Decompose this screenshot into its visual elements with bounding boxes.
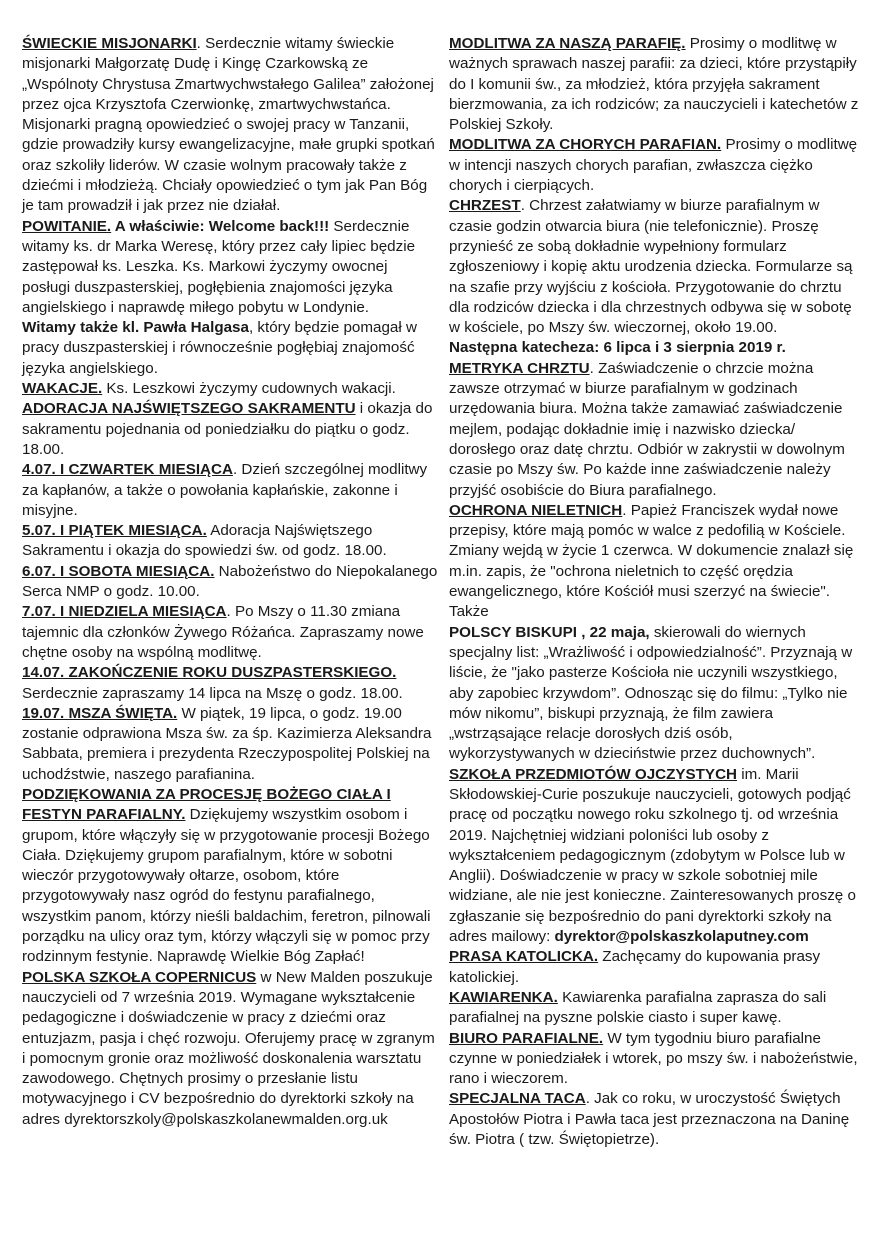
announcement-body: Serdecznie witamy ks. dr Marka Weresę, który przez cały lipiec będzie zastępował ks. Leszka. Ks. Markowi życzymy owocnej posługi duszpasterskiej, pogłębienia znajomości języka angielskiego i naprawdę miłego pobytu w Londynie. <box>22 217 416 316</box>
announcement-paragraph <box>449 338 859 358</box>
announcement-heading: 19.07. MSZA ŚWIĘTA. <box>22 704 178 722</box>
announcement-body: Nabożeństwo do Niepokalanego Serca NMP o godz. 10.00. <box>22 562 438 601</box>
announcement-heading: PRASA KATOLICKA. <box>449 948 599 966</box>
announcement-paragraph <box>449 623 859 765</box>
announcement-heading: 7.07. I NIEDZIELA MIESIĄCA <box>22 603 227 621</box>
announcement-body: Zachęcamy do kupowania prasy katolickiej. <box>449 948 821 986</box>
announcement-body: . Po Mszy o 11.30 zmiana tajemnic dla członków Żywego Różańca. Zapraszamy nowe chętne osoby na wspólną modlitwę. <box>22 603 424 661</box>
announcement-heading: POLSKA SZKOŁA COPERNICUS <box>22 968 257 986</box>
announcement-paragraph <box>22 785 438 968</box>
announcement-bold-text: Witamy także kl. Pawła Halgasa <box>22 319 249 337</box>
announcement-paragraph <box>22 379 438 399</box>
announcement-body: . Jak co roku, w uroczystość Świętych Apostołów Piotra i Pawła taca jest przeznaczona na Daninę św. Piotra ( tzw. Świętopietrze). <box>449 1090 850 1149</box>
announcement-paragraph <box>449 135 859 196</box>
announcement-heading: ADORACJA NAJŚWIĘTSZEGO SAKRAMENTU <box>22 400 356 418</box>
right-column <box>449 34 859 1150</box>
announcement-body: , który będzie pomagał w pracy duszpasterskiej i równocześnie pogłębiaj znajomość języka angielskiego. <box>22 319 417 377</box>
announcement-paragraph <box>22 399 438 460</box>
announcement-heading: 14.07. ZAKOŃCZENIE ROKU DUSZPASTERSKIEGO. <box>22 664 397 682</box>
announcement-paragraph <box>449 988 859 1029</box>
announcement-heading: 6.07. I SOBOTA MIESIĄCA. <box>22 562 215 580</box>
announcement-body: Prosimy o modlitwę w intencji naszych chorych parafian, zwłaszcza ciężko chorych i cierpiących. <box>449 136 858 195</box>
announcement-body: . Dzień szczególnej modlitwy za kapłanów, a także o powołania kapłańskie, zakonne i misyjne. <box>22 461 428 519</box>
announcement-paragraph <box>22 217 438 318</box>
announcement-heading: 4.07. I CZWARTEK MIESIĄCA <box>22 461 233 479</box>
announcement-heading: PODZIĘKOWANIA ZA PROCESJĘ BOŻEGO CIAŁA I FESTYN PARAFIALNY. <box>22 785 391 824</box>
announcement-paragraph <box>22 521 438 562</box>
announcement-paragraph <box>22 318 438 379</box>
announcement-bold-text: Następna katecheza: 6 lipca i 3 sierpnia 2019 r. <box>449 339 786 357</box>
announcement-body: Dziękujemy wszystkim osobom i grupom, które włączyły się w przygotowanie procesji Bożego Ciała. Dziękujemy grupom parafialnym, które w sobotni wieczór przygotowywały ołtarze, osobom, które przygotowywały nasz ogród do festynu parafialnego, wszystkim panom, którzy nieśli baldachim, feretron, pilnowali porządku na ulicy oraz tym, którzy włączyli się w pomoc przy rodzinnym festynie. Naprawdę Wielkie Bóg Zapłać! <box>22 806 431 966</box>
announcement-paragraph <box>22 704 438 785</box>
announcement-heading: POWITANIE. <box>22 217 112 235</box>
announcement-paragraph <box>22 968 438 1130</box>
announcement-heading: SZKOŁA PRZEDMIOTÓW OJCZYSTYCH <box>449 765 737 783</box>
announcement-paragraph <box>449 196 859 338</box>
announcement-body: Prosimy o modlitwę w ważnych sprawach naszej parafii: za dzieci, które przystąpiły do I komunii św., za młodzież, która przyjęła sakrament bierzmowania, za ich rodziców; za nauczycieli i katechetów z Polskiej Szkoły. <box>449 35 859 134</box>
announcement-paragraph <box>449 501 859 623</box>
announcement-bold-text: A właściwie: Welcome back!!! <box>111 217 330 235</box>
announcement-paragraph <box>22 602 438 663</box>
announcement-heading: ŚWIECKIE MISJONARKI <box>22 35 197 52</box>
email-address: dyrektor@polskaszkolaputney.com <box>554 928 809 946</box>
announcement-body: skierowali do wiernych specjalny list: „Wrażliwość i odpowiedzialność”. Przyznają w liście, że "jako pasterze Kościoła nie uczynili wszystkiego, aby zapobiec krzywdom”. Odnosząc się do filmu: „Tylko nie mów nikomu”, biskupi przyznają, że film zawiera „wstrząsające relacje dorosłych dziś osób, wykorzystywanych w dzieciństwie przez duchownych”. <box>449 623 853 763</box>
announcement-paragraph <box>449 765 859 948</box>
announcement-heading: KAWIARENKA. <box>449 988 558 1006</box>
announcement-body: . Zaświadczenie o chrzcie można zawsze otrzymać w biurze parafialnym w godzinach urzędowania biura. Można także zamawiać zaświadczenie mejlem, podając dokładnie imię i nazwisko dziecka/ dorosłego oraz datę chrztu. Odbiór w zakrystii w dowolnym czasie po Mszy św. Po każde inne zaświadczenie należy przyjść osobiście do Biura parafialnego. <box>449 359 845 499</box>
announcement-body: Adoracja Najświętszego Sakramentu i okazja do spowiedzi św. od godz. 18.00. <box>22 522 387 560</box>
announcement-bold-text: POLSCY BISKUPI , 22 maja, <box>449 623 650 641</box>
announcement-heading: OCHRONA NIELETNICH <box>449 501 623 519</box>
announcement-body: w New Malden poszukuje nauczycieli od 7 września 2019. Wymagane wykształcenie pedagogiczne i doświadczenie w pracy z dziećmi oraz entuzjazm, pasja i chęć rozwoju. Oferujemy pracę w zgranym i pomocnym gronie oraz możliwość doskonalenia warsztatu zawodowego. Chętnych prosimy o przesłanie listu motywacyjnego i CV bezpośrednio do dyrektorki szkoły na adres dyrektorszkoly@polskaszkolanewmalden.org.uk <box>22 968 435 1128</box>
announcement-heading: MODLITWA ZA CHORYCH PARAFIAN. <box>449 136 722 154</box>
announcement-heading: BIURO PARAFIALNE. <box>449 1029 604 1047</box>
announcement-heading: SPECJALNA TACA <box>449 1090 586 1108</box>
announcement-heading: WAKACJE. <box>22 380 103 398</box>
announcement-heading: METRYKA CHRZTU <box>449 359 590 377</box>
announcement-body: im. Marii Skłodowskiej-Curie poszukuje nauczycieli, gotowych podjąć pracę od początku nowego roku szkolnego tj. od września 2019. Najchętniej widziani poloniści lub osoby z wykształceniem pedagogicznym (zdobytym w Polsce lub w Anglii). Doświadczenie w pracy w szkole sobotniej mile widziane, ale nie jest konieczne. Zainteresowanych proszę o zgłaszanie się bezpośrednio do pani dyrektorki szkoły na adres mailowy: <box>449 765 856 946</box>
announcement-heading: MODLITWA ZA NASZĄ PARAFIĘ. <box>449 35 686 52</box>
announcement-heading: 5.07. I PIĄTEK MIESIĄCA. <box>22 522 207 540</box>
announcement-paragraph <box>449 359 859 501</box>
announcement-body: W tym tygodniu biuro parafialne czynne w poniedziałek i wtorek, po mszy św. i nabożeństwie, rano i wieczorem. <box>449 1029 858 1088</box>
announcement-body: . Serdecznie witamy świeckie misjonarki Małgorzatę Dudę i Kingę Czarkowską ze „Wspólnoty Chrystusa Zmartwychwstałego Galilea” założonej przez ojca Krzysztofa Czerwionkę, zmartwychwstańca. Misjonarki pragną opowiedzieć o swojej pracy w Tanzanii, gdzie prowadziły kursy ewangelizacyjne, małe grupki spotkań oraz szkoliły liderów. W czasie wolnym pracowały także z dziećmi i młodzieżą. Chciały opowiedzieć o tym jak Pan Bóg je tam prowadził i jak przez nie działał. <box>22 35 435 215</box>
announcement-paragraph <box>22 34 438 217</box>
announcement-heading: CHRZEST <box>449 197 521 215</box>
announcement-paragraph <box>449 1089 859 1150</box>
announcement-paragraph <box>22 663 438 704</box>
announcement-body: Kawiarenka parafialna zaprasza do sali parafialnej na pyszne polskie ciasto i super kawę. <box>449 988 827 1027</box>
announcement-paragraph <box>449 947 859 988</box>
announcement-paragraph <box>449 1029 859 1090</box>
announcement-body: Serdecznie zapraszamy 14 lipca na Mszę o godz. 18.00. <box>22 684 403 702</box>
announcement-paragraph <box>449 34 859 135</box>
announcement-paragraph <box>22 460 438 521</box>
announcement-paragraph <box>22 562 438 603</box>
announcement-body: Ks. Leszkowi życzymy cudownych wakacji. <box>102 380 396 398</box>
announcement-body: W piątek, 19 lipca, o godz. 19.00 zostanie odprawiona Msza św. za śp. Kazimierza Aleksandra Sabbata, premiera i prezydenta Rzeczypospolitej Polskiej na uchodźstwie, naszego parafianina. <box>22 704 432 783</box>
left-column <box>22 34 438 1130</box>
announcement-body: . Chrzest załatwiamy w biurze parafialnym w czasie godzin otwarcia biura (nie telefonicznie). Proszę przynieść ze sobą dokładnie wypełniony formularz zgłoszeniowy i kopię aktu urodzenia dziecka. Formularze są na szafie przy wyjściu z kościoła. Przygotowanie do chrztu dla rodziców dziecka i dla chrzestnych odbywa się w sobotę w kościele, po Mszy św. wieczornej, około 19.00. <box>449 197 853 337</box>
announcement-body: i okazja do sakramentu pojednania od poniedziałku do piątku o godz. 18.00. <box>22 400 433 458</box>
announcement-body: . Papież Franciszek wydał nowe przepisy, które mają pomóc w walce z pedofilią w Kościele. Zmiany wejdą w życie 1 czerwca. W dokumencie znalazł się m.in. zapis, że "ochrona nieletnich to część orędzia ewangelicznego, które Kościół musi szerzyć na świecie". Także <box>449 501 854 621</box>
